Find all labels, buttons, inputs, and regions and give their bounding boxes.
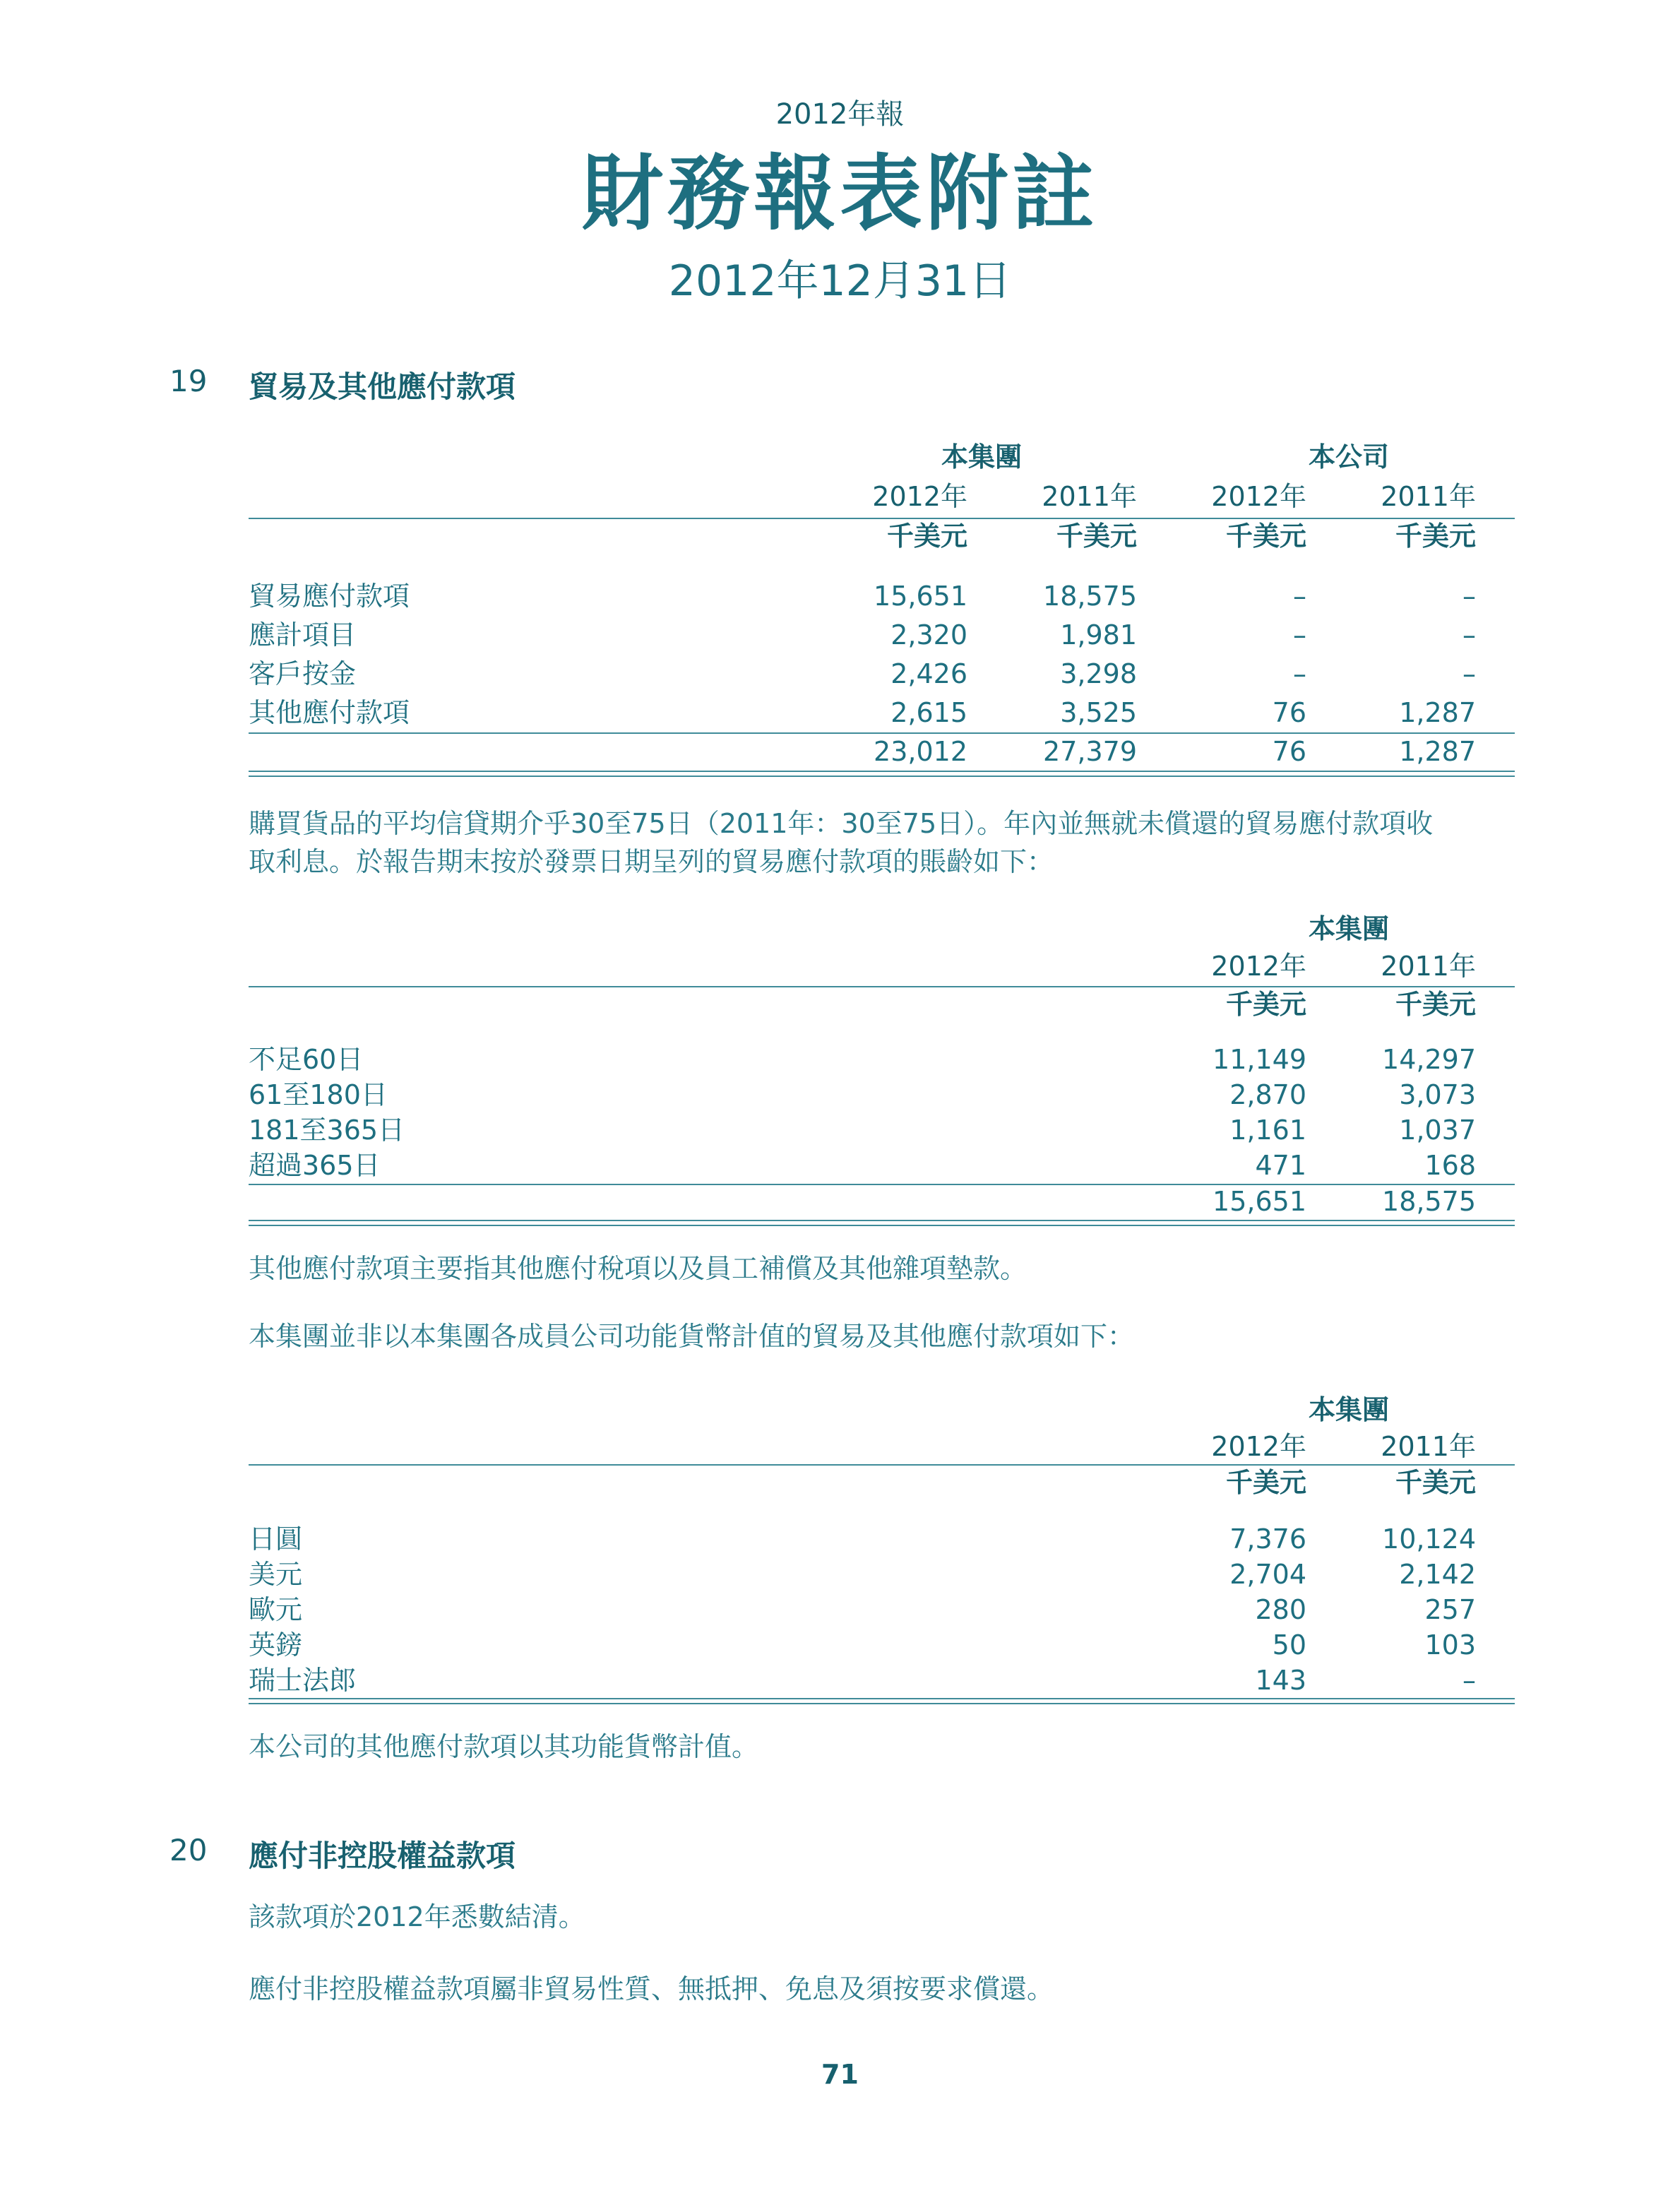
total-value: 15,651 <box>1213 1186 1306 1217</box>
unit-col-4: 千美元 <box>1395 521 1476 552</box>
year-col-1: 2012年 <box>872 481 967 512</box>
unit-col-2: 千美元 <box>1395 1467 1476 1498</box>
row-label: 歐元 <box>249 1594 303 1625</box>
row-value: 2,320 <box>890 619 967 651</box>
row-value: 2,870 <box>1229 1079 1306 1110</box>
unit-col-1: 千美元 <box>1225 989 1306 1020</box>
year-col-2: 2011年 <box>1381 1431 1476 1462</box>
group-header: 本集團 <box>1308 1394 1389 1425</box>
row-value: 103 <box>1424 1629 1476 1661</box>
year-col-3: 2012年 <box>1211 481 1306 512</box>
total-double-rule-bottom <box>249 1703 1515 1704</box>
row-value: 14,297 <box>1382 1044 1476 1075</box>
row-value: 3,073 <box>1399 1079 1476 1110</box>
total-double-rule-bottom <box>249 776 1515 777</box>
subtotal-rule <box>249 1184 1515 1185</box>
unit-col-1: 千美元 <box>886 521 967 552</box>
total-double-rule-bottom <box>249 1225 1515 1226</box>
row-label: 美元 <box>249 1559 303 1590</box>
page-date: 2012年12月31日 <box>668 256 1012 306</box>
row-value: 471 <box>1255 1150 1306 1181</box>
unit-col-2: 千美元 <box>1395 989 1476 1020</box>
row-label: 應計項目 <box>249 619 357 651</box>
row-label: 日圓 <box>249 1523 303 1555</box>
total-double-rule-top <box>249 1698 1515 1699</box>
total-value: 1,287 <box>1399 736 1476 767</box>
row-value: 257 <box>1424 1594 1476 1625</box>
total-value: 27,379 <box>1043 736 1137 767</box>
row-value: 11,149 <box>1213 1044 1306 1075</box>
total-value: 18,575 <box>1382 1186 1476 1217</box>
credit-period-paragraph-line2: 取利息。於報告期末按於發票日期呈列的貿易應付款項的賬齡如下： <box>249 846 1054 877</box>
section-19-title: 貿易及其他應付款項 <box>249 369 516 404</box>
total-value: 23,012 <box>874 736 967 767</box>
header-rule <box>249 986 1515 987</box>
row-value: 1,161 <box>1229 1115 1306 1146</box>
page-number: 71 <box>821 2059 859 2090</box>
row-value: 280 <box>1255 1594 1306 1625</box>
total-double-rule-top <box>249 771 1515 772</box>
row-value: 10,124 <box>1382 1523 1476 1555</box>
row-value: 2,615 <box>890 697 967 728</box>
group-header: 本集團 <box>941 441 1022 473</box>
row-value: 1,037 <box>1399 1115 1476 1146</box>
row-label: 61至180日 <box>249 1079 388 1110</box>
year-col-2: 2011年 <box>1381 951 1476 982</box>
total-value: 76 <box>1272 736 1306 767</box>
year-col-4: 2011年 <box>1381 481 1476 512</box>
row-value: – <box>1462 1665 1476 1696</box>
row-value: – <box>1462 619 1476 651</box>
unit-col-3: 千美元 <box>1225 521 1306 552</box>
annual-report-label: 2012年報 <box>775 98 905 131</box>
row-value: – <box>1462 658 1476 689</box>
group-header: 本集團 <box>1308 913 1389 944</box>
row-value: – <box>1293 581 1306 612</box>
row-label: 貿易應付款項 <box>249 581 410 612</box>
row-value: 1,981 <box>1060 619 1137 651</box>
row-value: 7,376 <box>1229 1523 1306 1555</box>
row-label: 其他應付款項 <box>249 697 410 728</box>
row-value: 2,704 <box>1229 1559 1306 1590</box>
row-value: 76 <box>1272 697 1306 728</box>
settlement-paragraph: 該款項於2012年悉數結清。 <box>249 1901 585 1932</box>
row-value: 2,426 <box>890 658 967 689</box>
row-value: – <box>1462 581 1476 612</box>
row-value: – <box>1293 619 1306 651</box>
other-payables-paragraph: 其他應付款項主要指其他應付稅項以及員工補償及其他雜項墊款。 <box>249 1253 1027 1284</box>
year-col-2: 2011年 <box>1042 481 1137 512</box>
nci-terms-paragraph: 應付非控股權益款項屬非貿易性質、無抵押、免息及須按要求償還。 <box>249 1973 1054 2004</box>
company-header: 本公司 <box>1308 441 1389 473</box>
row-value: 143 <box>1255 1665 1306 1696</box>
row-label: 英鎊 <box>249 1629 303 1661</box>
row-value: 50 <box>1272 1629 1306 1661</box>
row-value: 168 <box>1424 1150 1476 1181</box>
year-col-1: 2012年 <box>1211 951 1306 982</box>
row-label: 超過365日 <box>249 1150 381 1181</box>
page-title: 財務報表附註 <box>581 146 1099 242</box>
row-value: 2,142 <box>1399 1559 1476 1590</box>
row-label: 客戶按金 <box>249 658 357 689</box>
row-value: 3,298 <box>1060 658 1137 689</box>
section-19-number: 19 <box>169 364 208 398</box>
row-label: 181至365日 <box>249 1115 405 1146</box>
row-value: 3,525 <box>1060 697 1137 728</box>
row-label: 瑞士法郎 <box>249 1665 357 1696</box>
unit-col-1: 千美元 <box>1225 1467 1306 1498</box>
company-currency-paragraph: 本公司的其他應付款項以其功能貨幣計值。 <box>249 1731 759 1762</box>
row-value: 1,287 <box>1399 697 1476 728</box>
row-label: 不足60日 <box>249 1044 364 1075</box>
unit-col-2: 千美元 <box>1056 521 1137 552</box>
section-20-number: 20 <box>169 1833 208 1867</box>
credit-period-paragraph-line1: 購買貨品的平均信貸期介乎30至75日（2011年：30至75日）。年內並無就未償還的貿易應付款項收 <box>249 808 1434 839</box>
header-rule <box>249 1464 1515 1466</box>
row-value: 15,651 <box>874 581 967 612</box>
row-value: 18,575 <box>1043 581 1137 612</box>
year-col-1: 2012年 <box>1211 1431 1306 1462</box>
section-20-title: 應付非控股權益款項 <box>249 1839 516 1873</box>
currency-paragraph: 本集團並非以本集團各成員公司功能貨幣計值的貿易及其他應付款項如下： <box>249 1321 1135 1352</box>
total-double-rule-top <box>249 1220 1515 1221</box>
row-value: – <box>1293 658 1306 689</box>
